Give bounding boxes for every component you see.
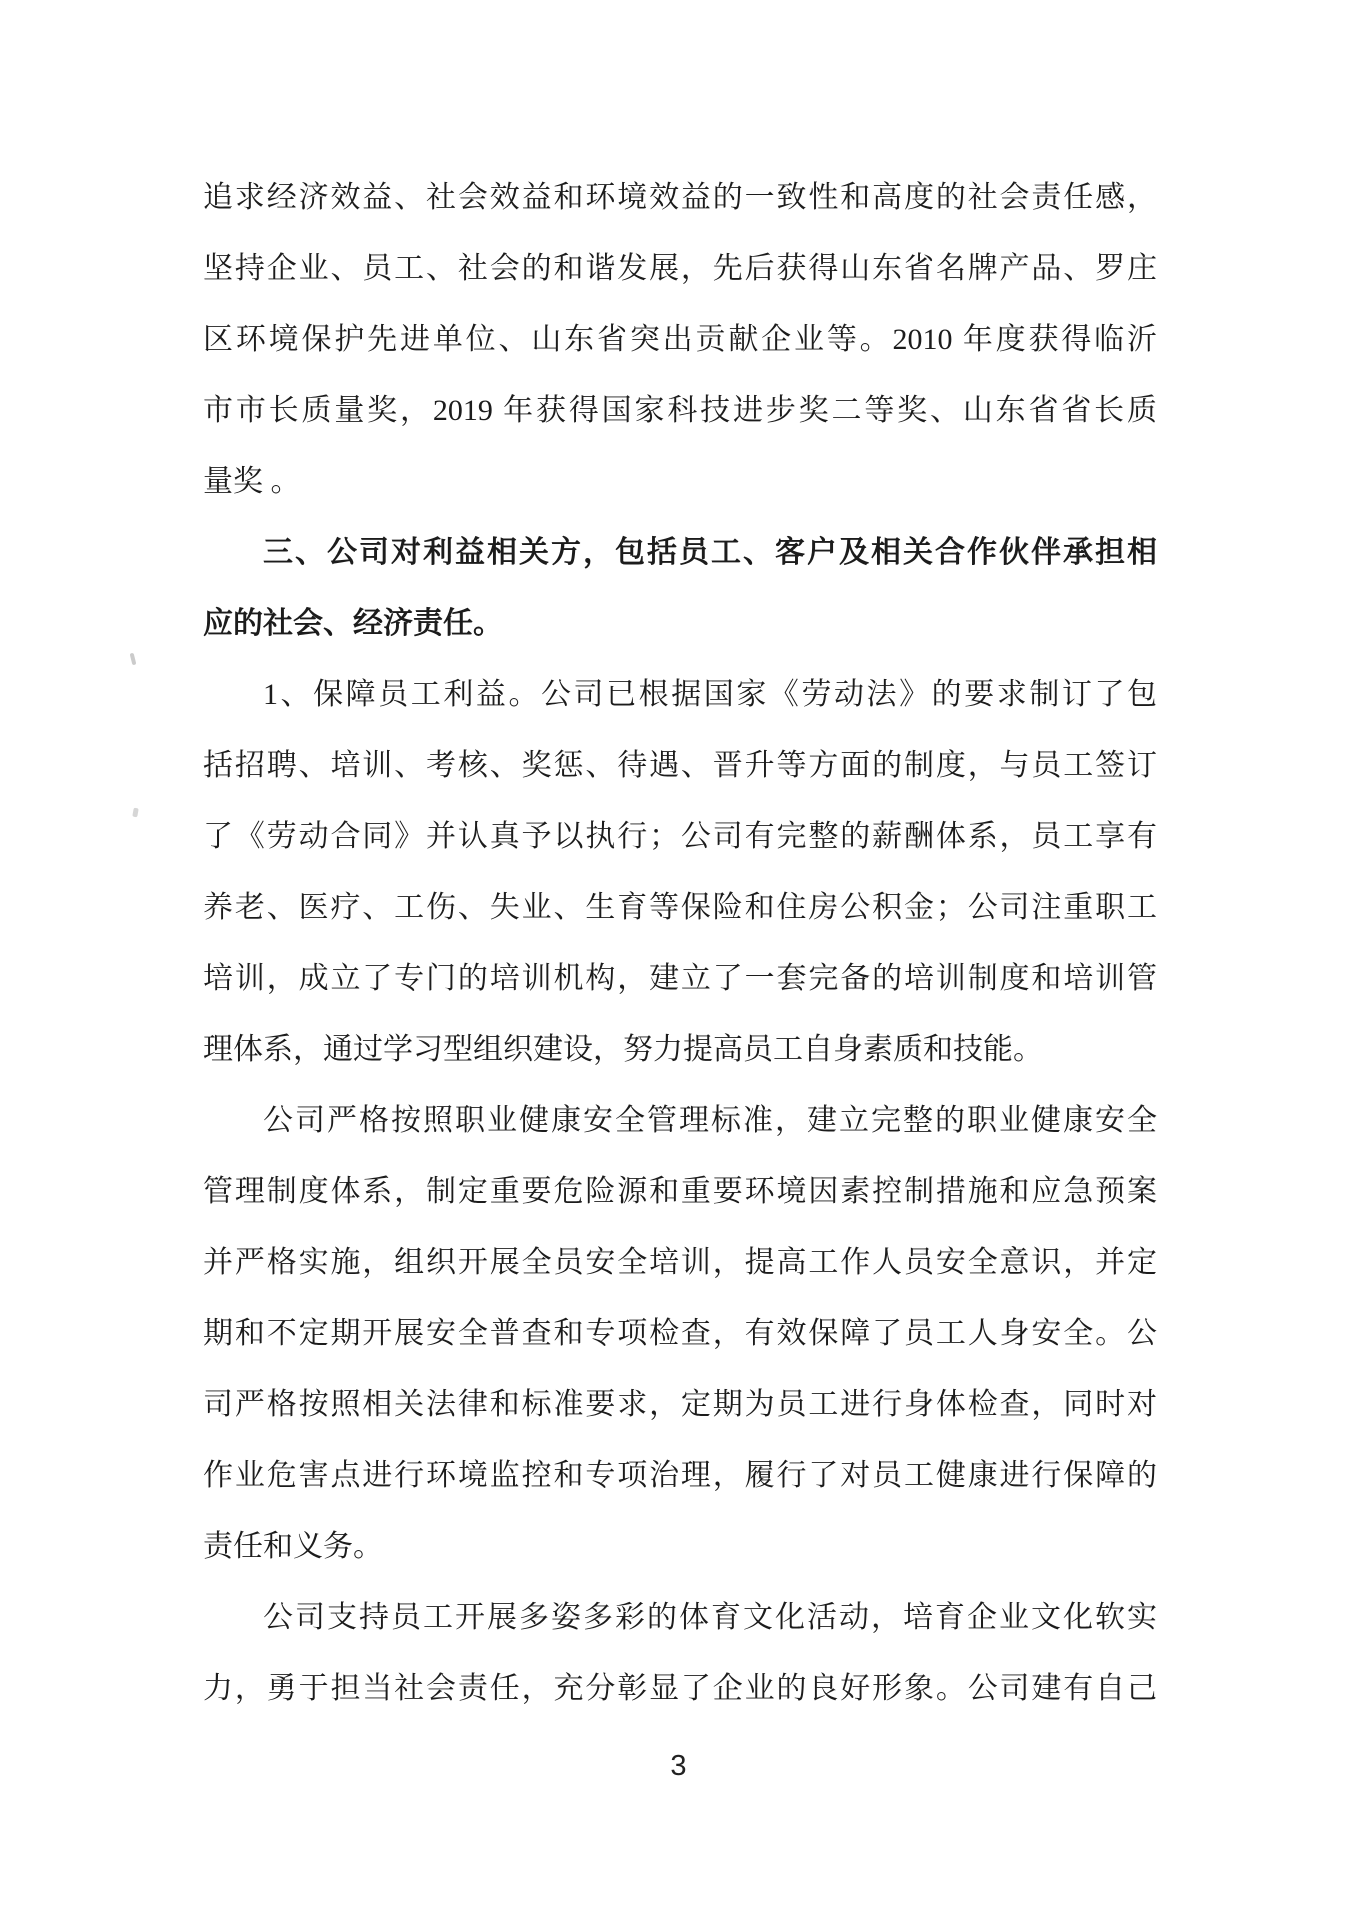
- body-line-11: 养老、医疗、工伤、失业、生育等保险和住房公积金；公司注重职工: [203, 891, 1157, 924]
- body-line-22: 力，勇于担当社会责任，充分彰显了企业的良好形象。公司建有自己: [203, 1672, 1157, 1705]
- document-body: [203, 162, 1157, 1724]
- body-line-15: 管理制度体系，制定重要危险源和重要环境因素控制措施和应急预案: [203, 1175, 1157, 1208]
- body-line-5: 量奖 。: [203, 465, 301, 498]
- scan-artifact-2: [132, 808, 138, 818]
- body-line-1: 追求经济效益、社会效益和环境效益的一致性和高度的社会责任感，: [203, 181, 1157, 214]
- body-line-14: 公司严格按照职业健康安全管理标准，建立完整的职业健康安全: [263, 1104, 1157, 1137]
- body-line-20: 责任和义务。: [203, 1530, 383, 1563]
- section-heading-line-2: 应的社会、经济责任。: [203, 607, 503, 640]
- body-line-13: 理体系，通过学习型组织建设，努力提高员工自身素质和技能。: [203, 1033, 1043, 1066]
- body-line-17: 期和不定期开展安全普查和专项检查，有效保障了员工人身安全。公: [203, 1317, 1157, 1350]
- body-line-9: 括招聘、培训、考核、奖惩、待遇、晋升等方面的制度，与员工签订: [203, 749, 1157, 782]
- section-heading-line-1: 三、公司对利益相关方，包括员工、客户及相关合作伙伴承担相: [263, 536, 1157, 569]
- body-line-21: 公司支持员工开展多姿多彩的体育文化活动，培育企业文化软实: [263, 1601, 1157, 1634]
- body-line-3: 区环境保护先进单位、山东省突出贡献企业等。2010 年度获得临沂: [203, 323, 1157, 356]
- body-line-16: 并严格实施，组织开展全员安全培训，提高工作人员安全意识，并定: [203, 1246, 1157, 1279]
- body-line-12: 培训，成立了专门的培训机构，建立了一套完备的培训制度和培训管: [203, 962, 1157, 995]
- page-number: 3: [670, 1750, 687, 1782]
- body-line-19: 作业危害点进行环境监控和专项治理，履行了对员工健康进行保障的: [203, 1459, 1157, 1492]
- body-line-2: 坚持企业、员工、社会的和谐发展，先后获得山东省名牌产品、罗庄: [203, 252, 1157, 285]
- body-line-18: 司严格按照相关法律和标准要求，定期为员工进行身体检查，同时对: [203, 1388, 1157, 1421]
- body-line-4: 市市长质量奖，2019 年获得国家科技进步奖二等奖、山东省省长质: [203, 394, 1157, 427]
- body-line-10: 了《劳动合同》并认真予以执行；公司有完整的薪酬体系，员工享有: [203, 820, 1157, 853]
- scan-artifact-1: [130, 653, 137, 666]
- body-line-8: 1、保障员工利益。公司已根据国家《劳动法》的要求制订了包: [263, 678, 1157, 711]
